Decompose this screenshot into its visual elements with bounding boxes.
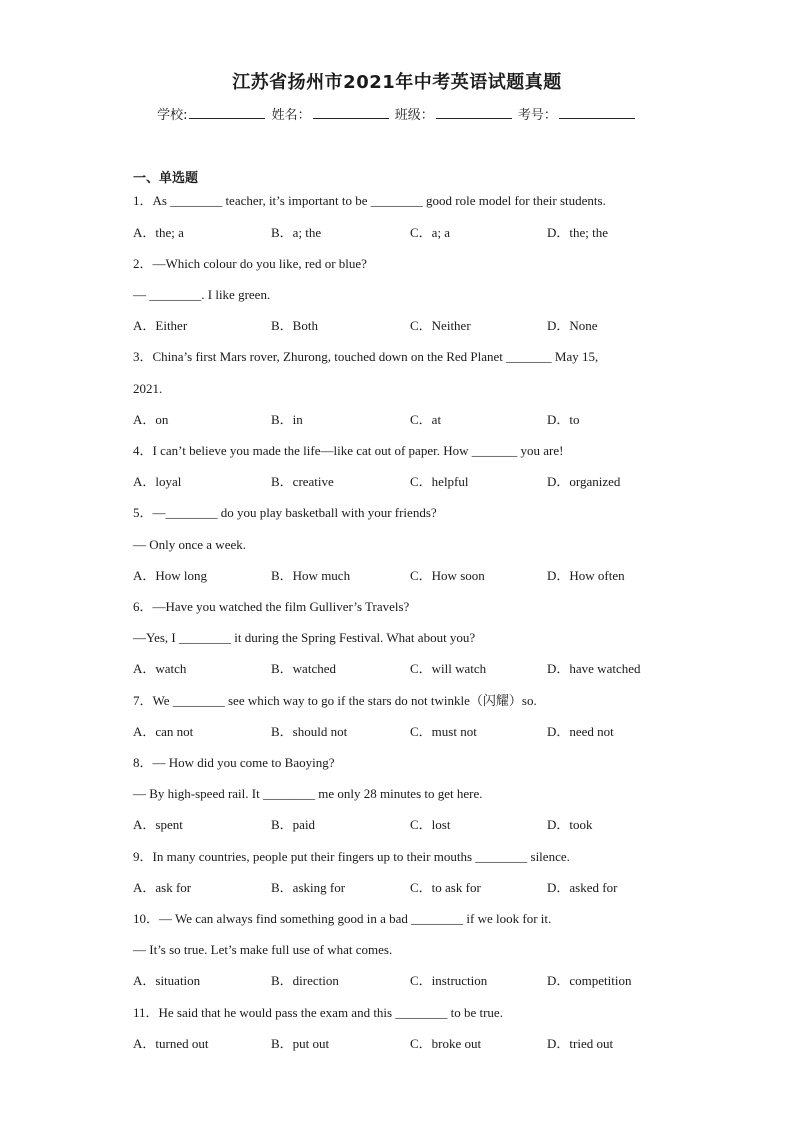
name-label: 姓名： — [271, 108, 311, 123]
q1-option-b[interactable]: B．a; the — [271, 225, 322, 240]
q1-option-d[interactable]: D．the; the — [547, 225, 609, 240]
question-7: 7．We ________ see which way to go if the stars do not twinkle（闪耀）so. — [133, 693, 537, 708]
student-info-line — [0, 104, 794, 123]
question-6: 6．—Have you watched the film Gulliver’s Travels? — [133, 599, 410, 614]
q10-option-b[interactable]: B．direction — [271, 973, 339, 988]
question-6-reply: —Yes, I ________ it during the Spring Festival. What about you? — [133, 630, 476, 645]
question-2-reply: — ________. I like green. — [133, 287, 271, 302]
q3-option-d[interactable]: D．to — [547, 412, 580, 427]
q10-option-c[interactable]: C．instruction — [410, 973, 488, 988]
q10-option-d[interactable]: D．competition — [547, 973, 632, 988]
q5-option-c[interactable]: C．How soon — [410, 568, 485, 583]
q2-option-d[interactable]: D．None — [547, 318, 598, 333]
question-9: 9．In many countries, people put their fingers up to their mouths ________ silence. — [133, 849, 570, 864]
q11-option-a[interactable]: A．turned out — [133, 1036, 209, 1051]
page-title: 江苏省扬州市2021年中考英语试题真题 — [232, 72, 562, 93]
q3-option-c[interactable]: C．at — [410, 412, 442, 427]
question-8: 8．— How did you come to Baoying? — [133, 755, 335, 770]
question-11: 11．He said that he would pass the exam and this ________ to be true. — [133, 1005, 503, 1020]
question-10: 10．— We can always find something good in a bad ________ if we look for it. — [133, 911, 552, 926]
question-3-cont: 2021. — [133, 381, 163, 396]
q1-option-c[interactable]: C．a; a — [410, 225, 451, 240]
q2-option-b[interactable]: B．Both — [271, 318, 318, 333]
q8-option-a[interactable]: A．spent — [133, 817, 183, 832]
q11-option-b[interactable]: B．put out — [271, 1036, 330, 1051]
question-3: 3．China’s first Mars rover, Zhurong, touched down on the Red Planet _______ May 15, — [133, 349, 599, 364]
q9-option-b[interactable]: B．asking for — [271, 880, 346, 895]
school-blank[interactable] — [189, 106, 265, 119]
question-8-reply: — By high-speed rail. It ________ me only 28 minutes to get here. — [133, 786, 483, 801]
q4-option-c[interactable]: C．helpful — [410, 474, 469, 489]
q5-option-b[interactable]: B．How much — [271, 568, 351, 583]
q6-option-c[interactable]: C．will watch — [410, 661, 487, 676]
q3-option-a[interactable]: A．on — [133, 412, 169, 427]
q8-option-c[interactable]: C．lost — [410, 817, 451, 832]
q7-option-b[interactable]: B．should not — [271, 724, 348, 739]
q7-option-c[interactable]: C．must not — [410, 724, 477, 739]
q4-option-a[interactable]: A．loyal — [133, 474, 182, 489]
question-5: 5．—________ do you play basketball with your friends? — [133, 505, 437, 520]
question-1: 1．As ________ teacher, it’s important to be ________ good role model for their students. — [133, 193, 606, 208]
school-label: 学校: — [157, 108, 188, 123]
q11-option-d[interactable]: D．tried out — [547, 1036, 614, 1051]
q8-option-b[interactable]: B．paid — [271, 817, 316, 832]
q6-option-d[interactable]: D．have watched — [547, 661, 641, 676]
q9-option-a[interactable]: A．ask for — [133, 880, 192, 895]
class-label: 班级： — [394, 108, 434, 123]
exam-number-label: 考号： — [517, 108, 557, 123]
q3-option-b[interactable]: B．in — [271, 412, 303, 427]
q7-option-d[interactable]: D．need not — [547, 724, 614, 739]
q5-option-a[interactable]: A．How long — [133, 568, 208, 583]
q5-option-d[interactable]: D．How often — [547, 568, 625, 583]
q2-option-a[interactable]: A．Either — [133, 318, 188, 333]
question-10-reply: — It’s so true. Let’s make full use of what comes. — [133, 942, 393, 957]
section-title: 一、单选题 — [133, 171, 199, 186]
q9-option-d[interactable]: D．asked for — [547, 880, 618, 895]
q6-option-a[interactable]: A．watch — [133, 661, 187, 676]
q11-option-c[interactable]: C．broke out — [410, 1036, 482, 1051]
q2-option-c[interactable]: C．Neither — [410, 318, 471, 333]
q7-option-a[interactable]: A．can not — [133, 724, 194, 739]
question-5-reply: — Only once a week. — [133, 537, 246, 552]
question-2: 2．—Which colour do you like, red or blue? — [133, 256, 367, 271]
q4-option-d[interactable]: D．organized — [547, 474, 621, 489]
q8-option-d[interactable]: D．took — [547, 817, 593, 832]
q9-option-c[interactable]: C．to ask for — [410, 880, 481, 895]
q1-option-a[interactable]: A．the; a — [133, 225, 184, 240]
question-4: 4．I can’t believe you made the life—like cat out of paper. How _______ you are! — [133, 443, 564, 458]
name-blank[interactable] — [313, 106, 389, 119]
exam-number-blank[interactable] — [559, 106, 635, 119]
q4-option-b[interactable]: B．creative — [271, 474, 334, 489]
class-blank[interactable] — [436, 106, 512, 119]
q10-option-a[interactable]: A．situation — [133, 973, 201, 988]
q6-option-b[interactable]: B．watched — [271, 661, 336, 676]
